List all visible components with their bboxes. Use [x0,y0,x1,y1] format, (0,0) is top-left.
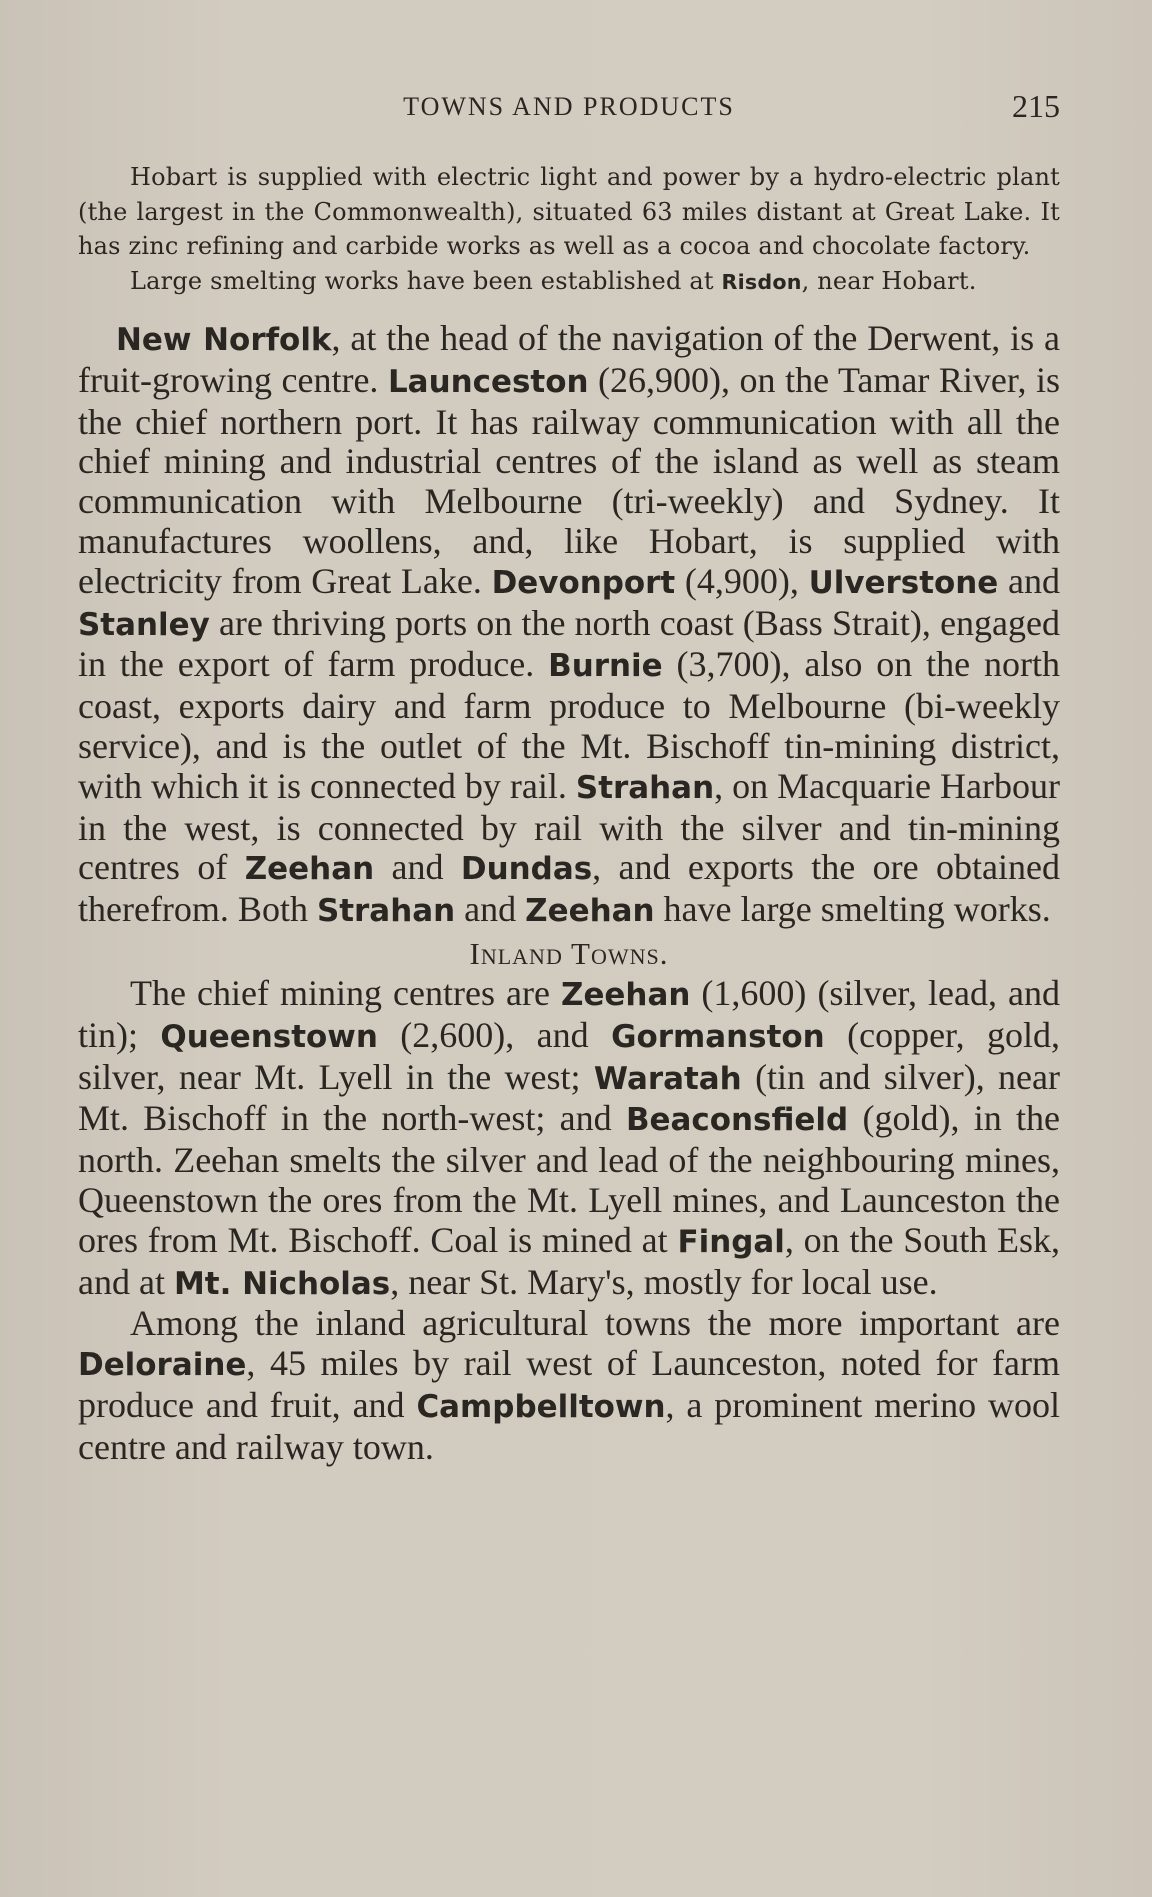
running-head: TOWNS AND PRODUCTS [403,92,735,121]
text-run: , on the South Esk, and at [78,1219,1060,1302]
text-run: (1,600) (silver, lead, and tin); [78,972,1060,1055]
place-name: Strahan [316,893,456,930]
place-name: Burnie [548,648,663,685]
subheading-text: Inland Towns. [469,935,669,971]
text-run: , near Hobart. [801,266,977,295]
text-run: Among the inland agricultural towns the more important are [130,1303,1060,1344]
place-name: Strahan [575,769,715,806]
place-name: New Norfolk [116,322,332,358]
place-name: Campbelltown [416,1388,666,1425]
place-name: Waratah [593,1060,742,1097]
place-name: Risdon [721,269,802,294]
place-name: Dundas [460,851,593,888]
text-run: (26,900), on the Tamar River, is the chief northern port. It has railway communication with all the chief mining and industrial centres of the island as well as steam communication with Melbourne (tri-weekly) and Sydney. It manufactures woollens, and, like Hobart, is supplied with electricity from Great Lake. [78,359,1060,601]
place-name: Devonport [491,564,676,601]
place-name: Stanley [78,606,210,643]
text-run: (gold), in the north. Zeehan smelts the silver and lead of the neighbouring mines, Queenstown the ores from the Mt. Lyell mines, and Launceston the ores from Mt. Bischoff. Coal is mined at [78,1098,1060,1260]
place-name: Zeehan [244,851,375,888]
small-print-section [78,160,1060,299]
text-run: (tin and silver), near Mt. Bischoff in the north-west; and [78,1056,1060,1139]
place-name: Beaconsfield [625,1102,849,1139]
text-run: , 45 miles by rail west of Launceston, noted for farm produce and fruit, and [78,1343,1060,1425]
paragraph [78,319,1060,932]
text-run: Hobart is supplied with electric light and power by a hydro-electric plant (the largest in the Commonwealth), situated 63 miles distant at Great Lake. It has zinc refining and carbide works as well as a cocoa and chocolate factory. [78,163,1060,260]
place-name: Zeehan [525,893,655,930]
text-run: (copper, gold, silver, near Mt. Lyell in the west; [78,1014,1060,1097]
text-run: , on Macquarie Harbour in the west, is connected by rail with the silver and tin-mining centres of [78,765,1060,888]
place-name: Launceston [387,363,589,400]
text-run: , a prominent merino wool centre and railway town. [78,1384,1060,1467]
text-run: The chief mining centres are [130,972,561,1013]
page-header [78,88,1060,126]
paragraph [78,160,1060,264]
text-run: (3,700), also on the north coast, exports dairy and farm produce to Melbourne (bi-weekly service), and is the outlet of the Mt. Bischoff tin-mining district, with which it is connected by rail. [78,644,1061,806]
text-run: , near St. Mary's, mostly for local use. [390,1261,938,1302]
section-subheading [78,934,1060,974]
text-run: and [998,560,1060,601]
main-text-section [78,319,1060,1468]
place-name: Ulverstone [808,564,999,601]
paragraph [78,974,1060,1304]
text-run: Large smelting works have been established at [130,266,722,295]
place-name: Gormanston [611,1018,825,1055]
text-run: and [374,847,461,888]
place-name: Zeehan [561,976,691,1013]
text-run: (4,900), [675,560,809,601]
page-number: 215 [1012,88,1060,124]
text-run: have large smelting works. [654,889,1051,930]
text-run: are thriving ports on the north coast (Bass Strait), engaged in the export of farm produce. [78,602,1060,685]
text-run: , at the head of the navigation of the Derwent, is a fruit-growing centre. [78,318,1060,400]
text-run: (2,600), and [377,1014,612,1055]
text-run: , and exports the ore obtained therefrom. Both [78,847,1060,930]
paragraph [78,1304,1060,1467]
page-body [78,160,1060,1468]
paragraph [78,264,1060,300]
place-name: Fingal [677,1223,785,1260]
place-name: Queenstown [160,1018,378,1055]
text-run: and [455,889,526,930]
place-name: Mt. Nicholas [173,1265,391,1302]
place-name: Deloraine [78,1347,247,1384]
